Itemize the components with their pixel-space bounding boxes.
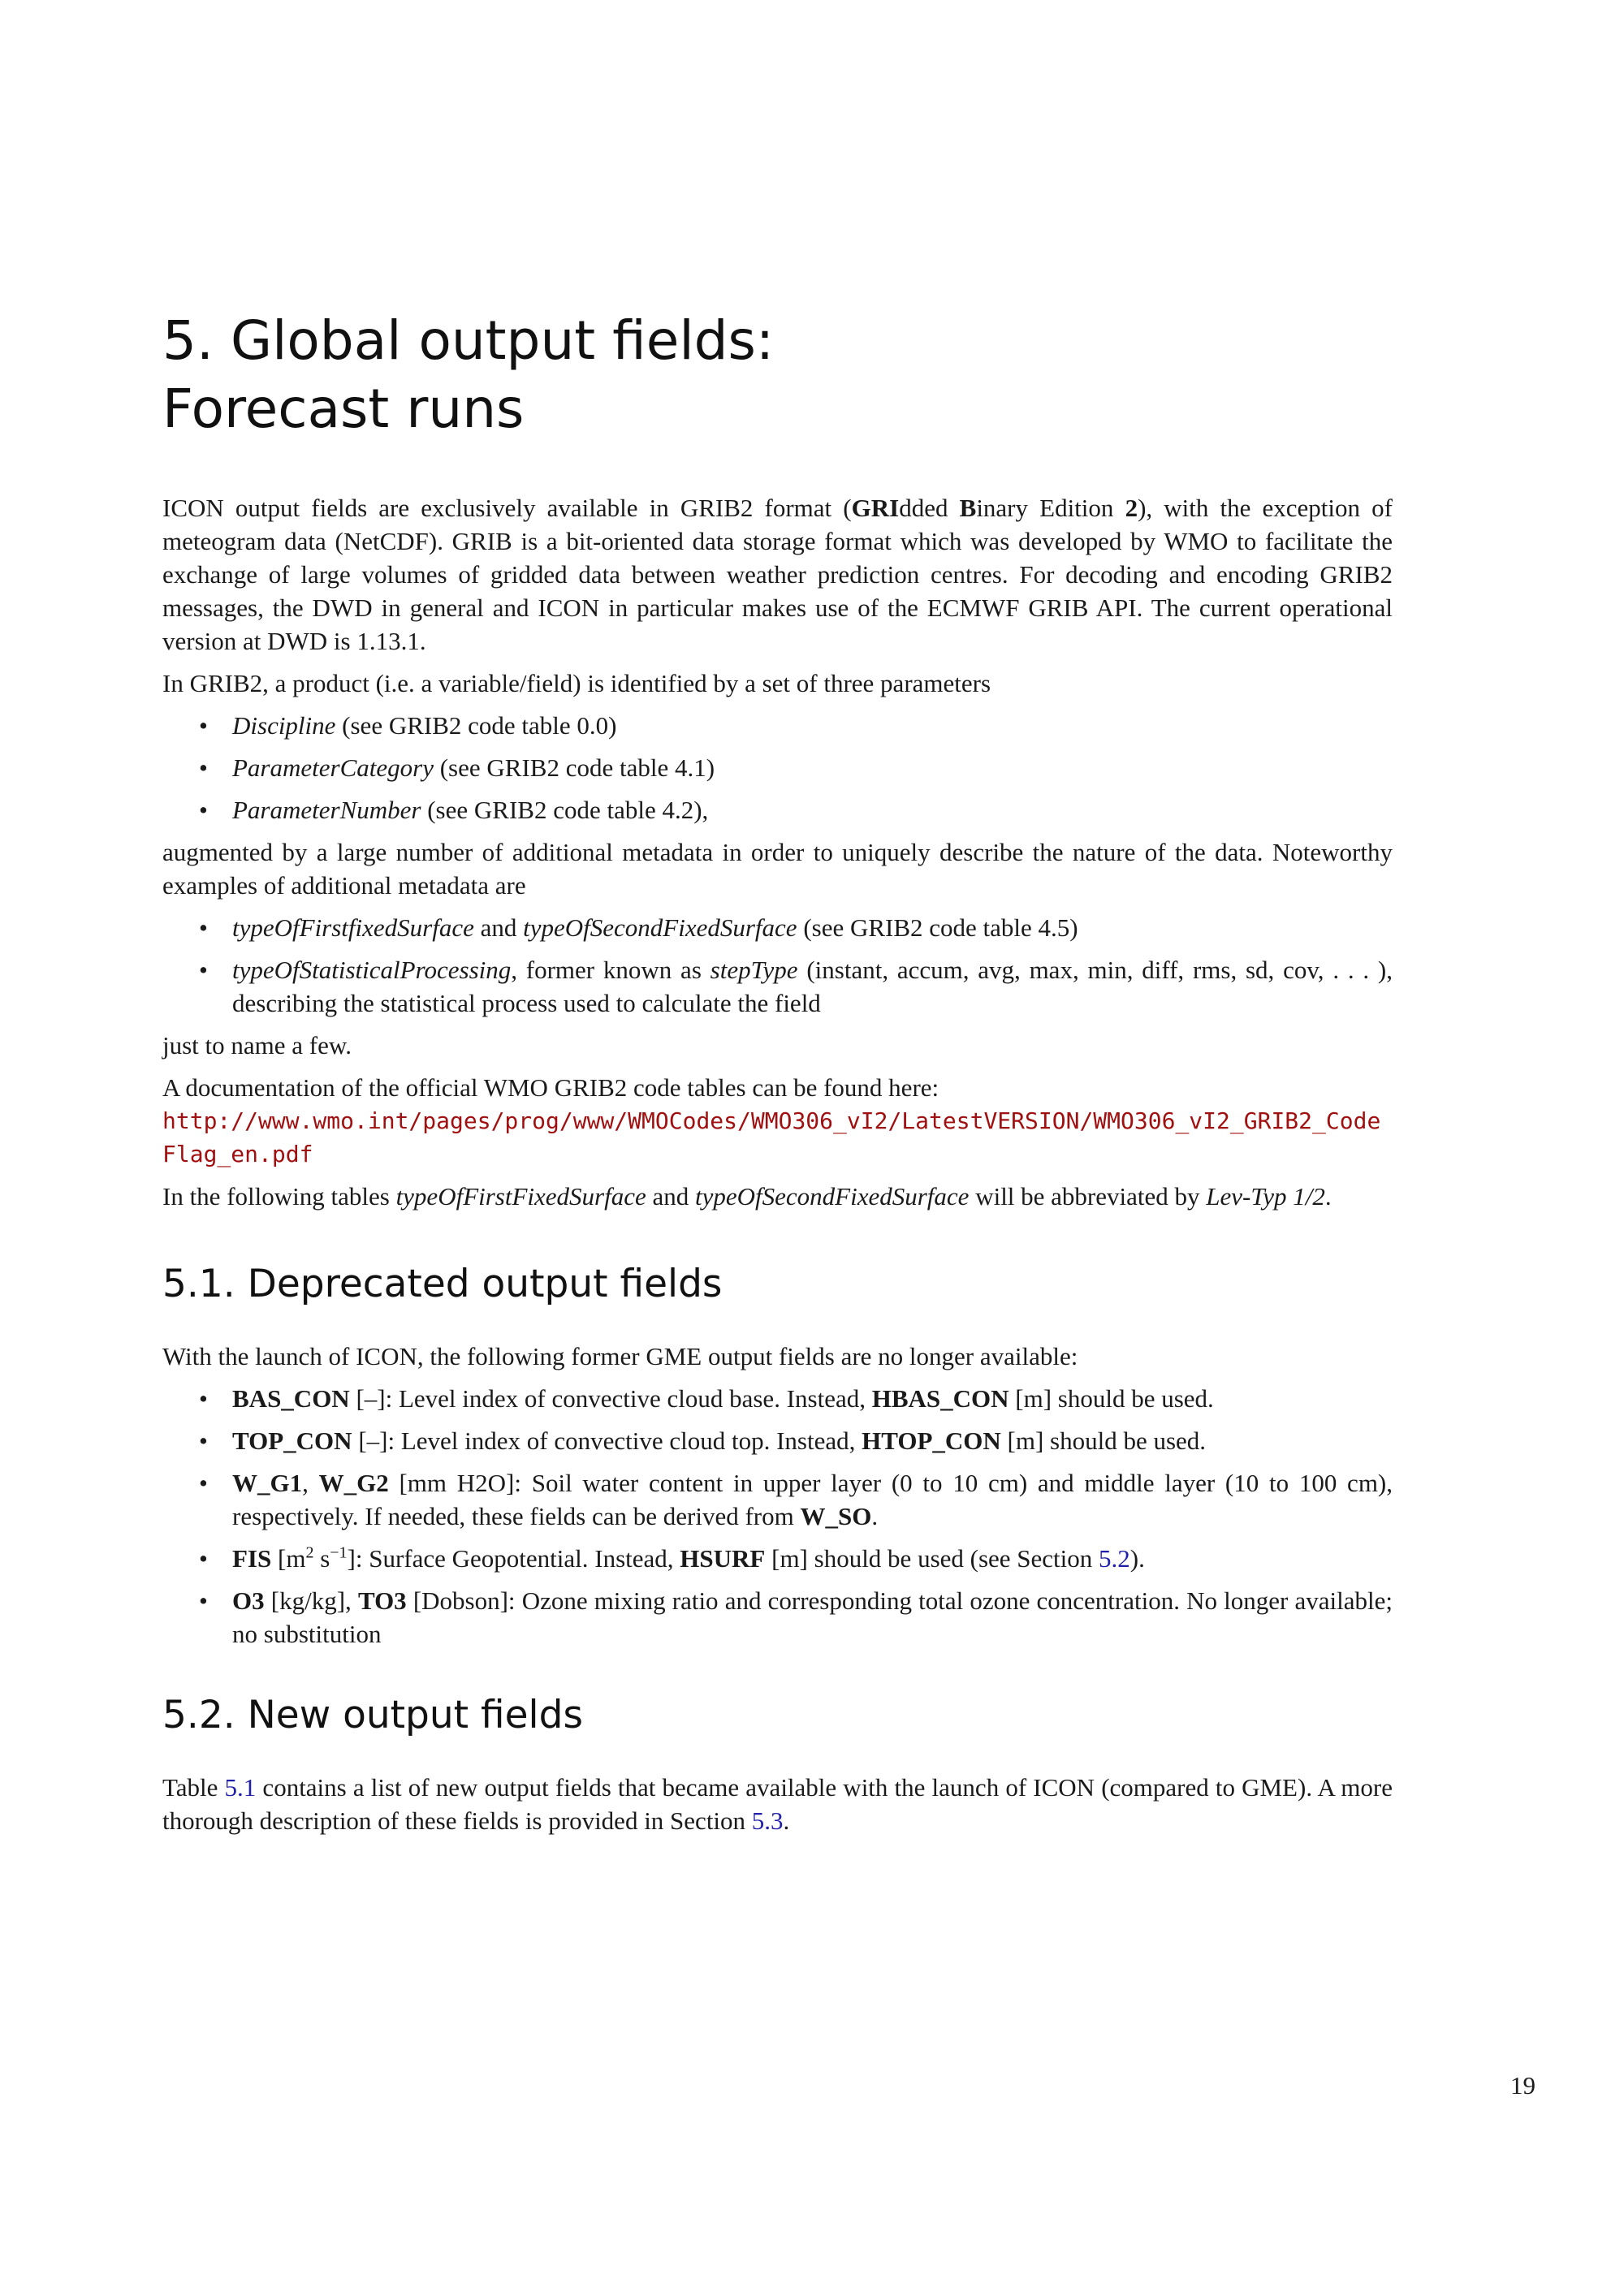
new-fields-paragraph: Table 5.1 contains a list of new output fields that became available with the launch of ICON (compared to GME). A more thorough description of these fields is provided in Section 5.3. xyxy=(162,1773,1393,1835)
section-5-3-link[interactable]: 5.3 xyxy=(751,1806,784,1835)
list-item: • typeOfFirstfixedSurface and typeOfSecondFixedSurface (see GRIB2 code table 4.5) xyxy=(162,911,1393,944)
closing-paragraph: just to name a few. xyxy=(162,1031,352,1060)
section-heading-5-1: 5.1. Deprecated output fields xyxy=(162,1262,723,1306)
abbreviation-paragraph: In the following tables typeOfFirstFixedSurface and typeOfSecondFixedSurface will be abbreviated by Lev-Typ 1/2. xyxy=(162,1182,1332,1211)
grib2-product-paragraph: In GRIB2, a product (i.e. a variable/field) is identified by a set of three parameters xyxy=(162,669,991,697)
chapter-title-line-2: Forecast runs xyxy=(162,378,525,440)
table-5-1-link[interactable]: 5.1 xyxy=(224,1773,257,1802)
list-item: • FIS [$m^2$ $s^{-1}$]: Surface Geopotential. Instead, HSURF [m] should be used (see Section 5.2). xyxy=(162,1542,1393,1575)
parameter-list xyxy=(162,709,1393,826)
list-item: • W_G1, W_G2 [mm H2O]: Soil water content in upper layer (0 to 10 cm) and middle layer (10 to 100 cm), respectively. If needed, these fields can be derived from W_SO. xyxy=(162,1466,1393,1533)
list-item: • typeOfStatisticalProcessing, former known as stepType (instant, accum, avg, max, min, diff, rms, sd, cov, . . . ), describing the statistical process used to calculate the field xyxy=(162,953,1393,1020)
chapter-title xyxy=(162,307,1393,443)
deprecated-lead-paragraph: With the launch of ICON, the following former GME output fields are no longer available: xyxy=(162,1342,1078,1370)
list-item: • BAS_CON [–]: Level index of convective cloud base. Instead, HBAS_CON [m] should be used. xyxy=(162,1382,1393,1415)
document-body xyxy=(162,491,1393,1846)
wmo-code-tables-link[interactable]: http://www.wmo.int/pages/prog/www/WMOCodes/WMO306_vI2/LatestVERSION/WMO306_vI2_GRIB2_CodeFlag_en.pdf xyxy=(162,1107,1381,1167)
list-item: • TOP_CON [–]: Level index of convective cloud top. Instead, HTOP_CON [m] should be used. xyxy=(162,1424,1393,1457)
section-heading-5-2: 5.2. New output fields xyxy=(162,1693,583,1737)
deprecated-fields-list xyxy=(162,1382,1393,1651)
list-item: • ParameterNumber (see GRIB2 code table 4.2), xyxy=(162,793,1393,826)
list-item: • ParameterCategory (see GRIB2 code table 4.1) xyxy=(162,751,1393,784)
chapter-title-line-1: 5. Global output fields: xyxy=(162,309,775,372)
list-item: • Discipline (see GRIB2 code table 0.0) xyxy=(162,709,1393,742)
section-5-2-link[interactable]: 5.2 xyxy=(1099,1544,1130,1573)
documentation-paragraph: A documentation of the official WMO GRIB2 code tables can be found here: xyxy=(162,1073,939,1102)
page-number: 19 xyxy=(1510,2071,1535,2100)
metadata-list xyxy=(162,911,1393,1020)
intro-paragraph: ICON output fields are exclusively available in GRIB2 format (GRIdded Binary Edition 2), with the exception of meteogram data (NetCDF). GRIB is a bit-oriented data storage format which was developed by WMO to facilitate the exchange of large volumes of gridded data between weather prediction centres. For decoding and encoding GRIB2 messages, the DWD in general and ICON in particular makes use of the ECMWF GRIB API. The current operational version at DWD is 1.13.1. xyxy=(162,494,1393,655)
list-item: • O3 [kg/kg], TO3 [Dobson]: Ozone mixing ratio and corresponding total ozone concentration. No longer available; no substitution xyxy=(162,1584,1393,1651)
metadata-paragraph: augmented by a large number of additional metadata in order to uniquely describe the nature of the data. Noteworthy examples of additional metadata are xyxy=(162,838,1393,900)
